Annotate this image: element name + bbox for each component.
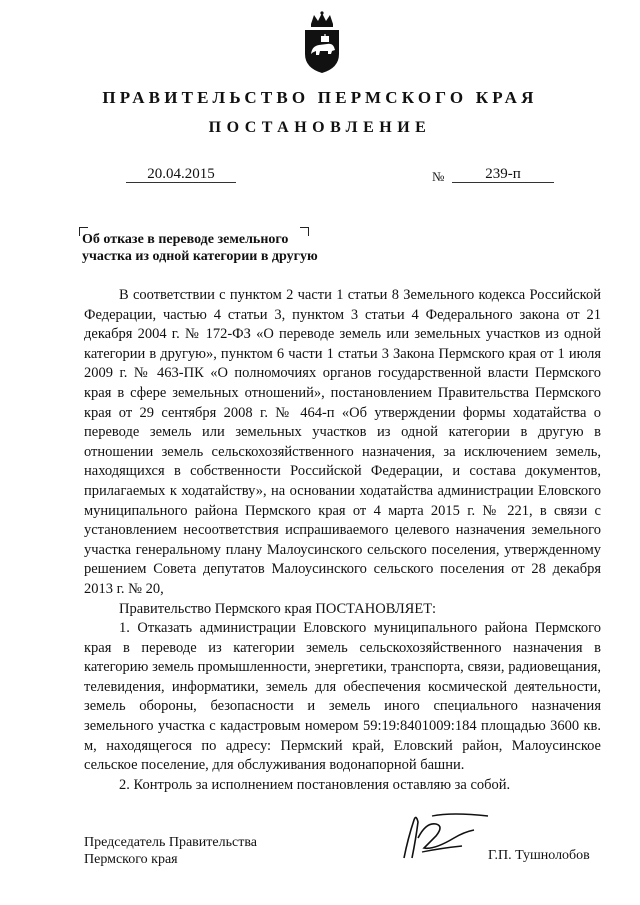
coat-of-arms-icon [297, 10, 347, 74]
signatory-position-line-2: Пермского края [84, 852, 178, 867]
handwritten-signature [392, 808, 492, 864]
signatory-position-line-1: Председатель Правительства [84, 835, 257, 850]
document-type: ПОСТАНОВЛЕНИЕ [208, 119, 432, 136]
number-underline [452, 182, 554, 183]
document-number: 239-п [485, 166, 521, 182]
signatory-position [84, 834, 257, 868]
signatory-name: Г.П. Тушнолобов [488, 848, 590, 863]
body-paragraph-item-1: 1. Отказать администрации Еловского муниципального района Пермского края в переводе из категории земель сельскохозяйственного назначения в категорию земель промышленности, энергетики, транспорта, связи, радиовещания, телевидения, информатики, земель для обеспечения космической деятельности, земель обороны, безопасности и земель иного специального назначения земельного участка с кадастровым номером 59:19:8401009:184 площадью 3600 кв. м, находящегося по адресу: Пермский край, Еловский район, Малоусинское сельское поселение, для обслуживания водонапорной башни. [84, 620, 601, 774]
government-title: ПРАВИТЕЛЬСТВО ПЕРМСКОГО КРАЯ [102, 88, 538, 107]
number-label: № [432, 169, 445, 184]
body-paragraph-resolves: Правительство Пермского края ПОСТАНОВЛЯЕТ: [119, 600, 437, 617]
subject-line-2: участка из одной категории в другую [82, 249, 318, 264]
subject-line-1: Об отказе в переводе земельного [82, 232, 289, 247]
document-body [84, 286, 601, 795]
body-paragraph-item-2: 2. Контроль за исполнением постановления оставляю за собой. [119, 776, 511, 793]
body-paragraph-preamble: В соответствии с пунктом 2 части 1 статьи 8 Земельного кодекса Российской Федерации, частью 4 статьи 3, пунктом 3 статьи 4 Федерального закона от 21 декабря 2004 г. № 172-ФЗ «О переводе земель или земельных участков из одной категории в другую», пунктом 6 части 1 статьи 3 Закона Пермского края от 1 июля 2009 г. № 463-ПК «О полномочиях органов государственной власти Пермского края в сфере земельных отношений», постановлением Правительства Пермского края от 29 сентября 2008 г. № 464-п «Об утверждении формы ходатайства о переводе земель или земельных участков из одной категории в другую в отношении земель сельскохозяйственного назначения, за исключением земель, находящихся в собственности Российской Федерации, и состава документов, прилагаемых к ходатайству», на основании ходатайства администрации Еловского муниципального района Пермского края от 4 марта 2015 г. № 221, в связи с установлением несоответствия испрашиваемого целевого назначения земельного участка генеральному плану Малоусинского сельского поселения, утвержденному решением Совета депутатов Малоусинского сельского поселения от 28 декабря 2013 г. № 20, [84, 287, 601, 597]
document-subject [82, 231, 318, 265]
document-date: 20.04.2015 [147, 166, 215, 182]
date-underline [126, 182, 236, 183]
